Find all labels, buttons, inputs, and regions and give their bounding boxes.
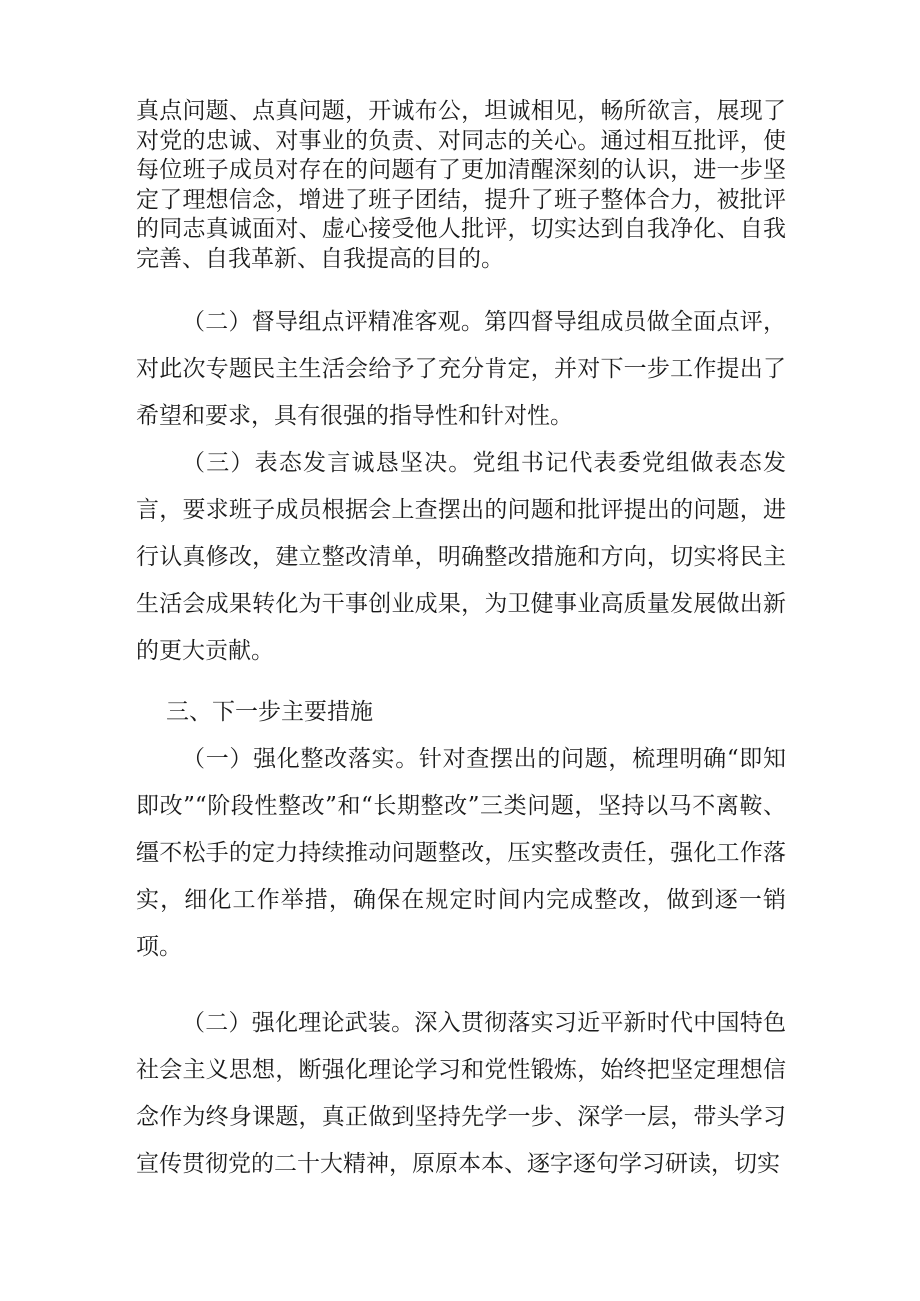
paragraph-continuation: 真点问题、点真问题，开诚布公，坦诚相见，畅所欲言，展现了对党的忠诚、对事业的负责、对同志的关心。通过相互批评，使每位班子成员对存在的问题有了更加清醒深刻的认识，进一步坚定了理想信念，增进了班子团结，提升了班子整体合力，被批评的同志真诚面对、虚心接受他人批评，切实达到自我净化、自我完善、自我革新、自我提高的目的。	[136, 98, 786, 272]
section-heading: 三、下一步主要措施	[166, 699, 373, 725]
paragraph-rectification: （一）强化整改落实。针对查摆出的问题，梳理明确“即知即改”“阶段性整改”和“长期整改”三类问题，坚持以马不离鞍、缰不松手的定力持续推动问题整改，压实整改责任，强化工作落实，细化工作举措，确保在规定时间内完成整改，做到逐一销项。	[136, 746, 786, 960]
paragraph-statement: （三）表态发言诚恳坚决。党组书记代表委党组做表态发言，要求班子成员根据会上查摆出的问题和批评提出的问题，进行认真修改，建立整改清单，明确整改措施和方向，切实将民主生活会成果转化为干事创业成果，为卫健事业高质量发展做出新的更大贡献。	[136, 450, 786, 664]
paragraph-theory: （二）强化理论武装。深入贯彻落实习近平新时代中国特色社会主义思想，断强化理论学习和党性锻炼，始终把坚定理想信念作为终身课题，真正做到坚持先学一步、深学一层，带头学习宣传贯彻党的二十大精神，原原本本、逐字逐句学习研读，切实	[136, 1010, 786, 1177]
paragraph-supervision-review: （二）督导组点评精准客观。第四督导组成员做全面点评，对此次专题民主生活会给予了充分肯定，并对下一步工作提出了希望和要求，具有很强的指导性和针对性。	[136, 309, 786, 429]
